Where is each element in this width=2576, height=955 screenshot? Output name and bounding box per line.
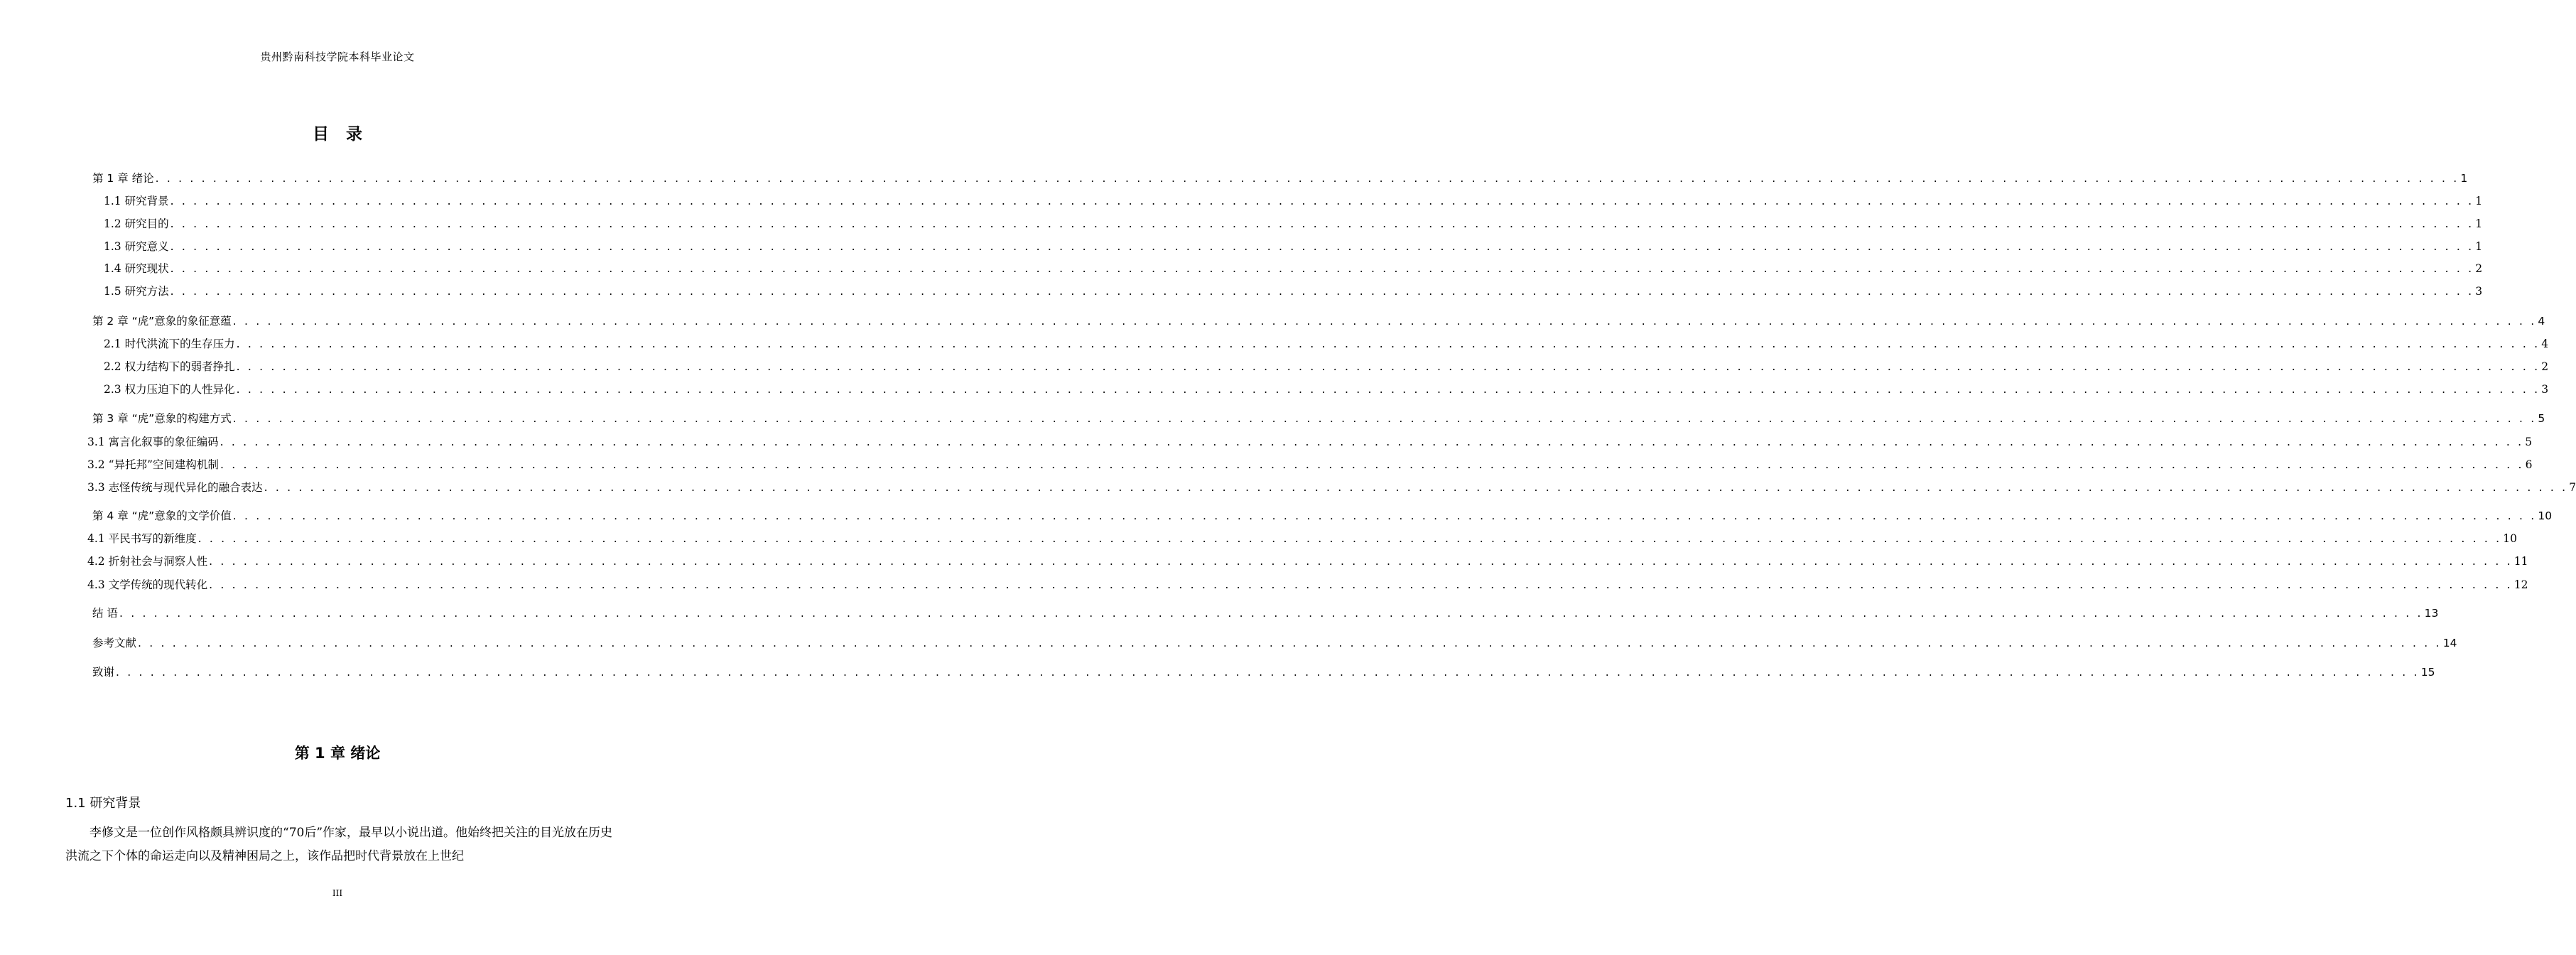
toc-entry-label: 2.2 权力结构下的弱者挣扎 [104,360,235,373]
toc-entry-label: 1.5 研究方法 [104,285,169,298]
toc-entry[interactable] [87,456,2533,473]
toc-leader-dots: . . . . . . . . . . . . . . . . . . . . . . . . . . . . . . . . . . . . . . . . . . . . . . . . . . . . . . . . . . . . . . . . . . . . . . . . . . . . . . . . . . . . . . . . . . . . . . . . . . . . . . . . . . . . . . . . . . . . . . . . . . . . . . . . . . . . . . . . . . . . . . . . . . . . . . . . . . . . . . . . . . . . . . . . . . . . . . . . . . . . . . . . . . . . . . . . . . . . . . . . [209,555,2513,568]
toc-entry[interactable] [104,193,2483,210]
toc-entry[interactable] [87,433,2533,450]
page-number: III [332,888,343,898]
toc-entry-page: 1 [2475,217,2483,230]
toc-leader-dots: . . . . . . . . . . . . . . . . . . . . . . . . . . . . . . . . . . . . . . . . . . . . . . . . . . . . . . . . . . . . . . . . . . . . . . . . . . . . . . . . . . . . . . . . . . . . . . . . . . . . . . . . . . . . . . . . . . . . . . . . . . . . . . . . . . . . . . . . . . . . . . . . . . . . . . . . . . . . . . . . . . . . . . . . . . . . . . . . . . . . . . . . . . . . . . . . . . . . . . . . [236,338,2540,350]
toc-entry-label: 4.3 文学传统的现代转化 [87,578,208,591]
toc-entry-label: 4.2 折射社会与洞察人性 [87,555,208,568]
toc-leader-dots: . . . . . . . . . . . . . . . . . . . . . . . . . . . . . . . . . . . . . . . . . . . . . . . . . . . . . . . . . . . . . . . . . . . . . . . . . . . . . . . . . . . . . . . . . . . . . . . . . . . . . . . . . . . . . . . . . . . . . . . . . . . . . . . . . . . . . . . . . . . . . . . . . . . . . . . . . . . . . . . . . . . . . . . . . . . . . . . . . . . . . . . . . . . . . . . . . . . . . . . . [197,532,2502,545]
toc-entry-label: 结 语 [92,607,118,620]
toc-entry-page: 2 [2541,360,2549,373]
toc-entry[interactable] [104,335,2549,352]
toc-entry[interactable] [92,313,2545,330]
section-heading: 1.1 研究背景 [65,796,141,811]
toc-entry-page: 5 [2525,436,2533,448]
toc-entry-page: 14 [2442,637,2457,649]
toc-leader-dots: . . . . . . . . . . . . . . . . . . . . . . . . . . . . . . . . . . . . . . . . . . . . . . . . . . . . . . . . . . . . . . . . . . . . . . . . . . . . . . . . . . . . . . . . . . . . . . . . . . . . . . . . . . . . . . . . . . . . . . . . . . . . . . . . . . . . . . . . . . . . . . . . . . . . . . . . . . . . . . . . . . . . . . . . . . . . . . . . . . . . . . . . . . . . . . . . . . . . . . . . [116,666,2420,679]
toc-entry[interactable] [87,576,2528,593]
toc-entry[interactable] [92,507,2553,524]
toc-entry[interactable] [92,635,2457,652]
toc-leader-dots: . . . . . . . . . . . . . . . . . . . . . . . . . . . . . . . . . . . . . . . . . . . . . . . . . . . . . . . . . . . . . . . . . . . . . . . . . . . . . . . . . . . . . . . . . . . . . . . . . . . . . . . . . . . . . . . . . . . . . . . . . . . . . . . . . . . . . . . . . . . . . . . . . . . . . . . . . . . . . . . . . . . . . . . . . . . . . . . . . . . . . . . . . . . . . . . . . . . . . . . . [232,509,2537,522]
toc-leader-dots: . . . . . . . . . . . . . . . . . . . . . . . . . . . . . . . . . . . . . . . . . . . . . . . . . . . . . . . . . . . . . . . . . . . . . . . . . . . . . . . . . . . . . . . . . . . . . . . . . . . . . . . . . . . . . . . . . . . . . . . . . . . . . . . . . . . . . . . . . . . . . . . . . . . . . . . . . . . . . . . . . . . . . . . . . . . . . . . . . . . . . . . . . . . . . . . . . . . . . . . . [170,285,2474,298]
toc-entry-label: 2.1 时代洪流下的生存压力 [104,338,235,350]
toc-entry-page: 3 [2475,285,2483,298]
toc-entry-page: 2 [2475,262,2483,275]
toc-entry[interactable] [104,260,2483,277]
toc-leader-dots: . . . . . . . . . . . . . . . . . . . . . . . . . . . . . . . . . . . . . . . . . . . . . . . . . . . . . . . . . . . . . . . . . . . . . . . . . . . . . . . . . . . . . . . . . . . . . . . . . . . . . . . . . . . . . . . . . . . . . . . . . . . . . . . . . . . . . . . . . . . . . . . . . . . . . . . . . . . . . . . . . . . . . . . . . . . . . . . . . . . . . . . . . . . . . . . . . . . . . . . . [170,262,2474,275]
toc-title-right: 录 [346,125,362,144]
toc-entry-page: 11 [2513,555,2528,568]
running-header: 贵州黔南科技学院本科毕业论文 [260,50,415,63]
toc-leader-dots: . . . . . . . . . . . . . . . . . . . . . . . . . . . . . . . . . . . . . . . . . . . . . . . . . . . . . . . . . . . . . . . . . . . . . . . . . . . . . . . . . . . . . . . . . . . . . . . . . . . . . . . . . . . . . . . . . . . . . . . . . . . . . . . . . . . . . . . . . . . . . . . . . . . . . . . . . . . . . . . . . . . . . . . . . . . . . . . . . . . . . . . . . . . . . . . . . . . . . . . . [220,436,2524,448]
toc-entry-label: 3.1 寓言化叙事的象征编码 [87,436,219,448]
toc-entry-page: 1 [2460,172,2468,185]
toc-entry-label: 参考文献 [92,637,137,649]
toc-leader-dots: . . . . . . . . . . . . . . . . . . . . . . . . . . . . . . . . . . . . . . . . . . . . . . . . . . . . . . . . . . . . . . . . . . . . . . . . . . . . . . . . . . . . . . . . . . . . . . . . . . . . . . . . . . . . . . . . . . . . . . . . . . . . . . . . . . . . . . . . . . . . . . . . . . . . . . . . . . . . . . . . . . . . . . . . . . . . . . . . . . . . . . . . . . . . . . . . . . . . . . . . [232,315,2537,328]
toc-leader-dots: . . . . . . . . . . . . . . . . . . . . . . . . . . . . . . . . . . . . . . . . . . . . . . . . . . . . . . . . . . . . . . . . . . . . . . . . . . . . . . . . . . . . . . . . . . . . . . . . . . . . . . . . . . . . . . . . . . . . . . . . . . . . . . . . . . . . . . . . . . . . . . . . . . . . . . . . . . . . . . . . . . . . . . . . . . . . . . . . . . . . . . . . . . . . . . . . . . . . . . . . [232,412,2537,425]
toc-entry[interactable] [87,530,2517,547]
toc-leader-dots: . . . . . . . . . . . . . . . . . . . . . . . . . . . . . . . . . . . . . . . . . . . . . . . . . . . . . . . . . . . . . . . . . . . . . . . . . . . . . . . . . . . . . . . . . . . . . . . . . . . . . . . . . . . . . . . . . . . . . . . . . . . . . . . . . . . . . . . . . . . . . . . . . . . . . . . . . . . . . . . . . . . . . . . . . . . . . . . . . . . . . . . . . . . . . . . . . . . . . . . . [236,360,2540,373]
toc-entry-label: 1.4 研究现状 [104,262,169,275]
body-paragraph: 李修文是一位创作风格颇具辨识度的“70后”作家，最早以小说出道。他始终把关注的目光放在历史洪流之下个体的命运走向以及精神困局之上，该作品把时代背景放在上世纪 [65,826,613,863]
toc-leader-dots: . . . . . . . . . . . . . . . . . . . . . . . . . . . . . . . . . . . . . . . . . . . . . . . . . . . . . . . . . . . . . . . . . . . . . . . . . . . . . . . . . . . . . . . . . . . . . . . . . . . . . . . . . . . . . . . . . . . . . . . . . . . . . . . . . . . . . . . . . . . . . . . . . . . . . . . . . . . . . . . . . . . . . . . . . . . . . . . . . . . . . . . . . . . . . . . . . . . . . . . . [138,637,2442,649]
toc-entry[interactable] [104,238,2483,255]
toc-entry-page: 10 [2503,532,2517,545]
toc-entry-page: 1 [2475,240,2483,253]
toc-entry[interactable] [104,215,2483,232]
toc-entry-label: 4.1 平民书写的新维度 [87,532,197,545]
toc-entry[interactable] [104,358,2549,375]
toc-leader-dots: . . . . . . . . . . . . . . . . . . . . . . . . . . . . . . . . . . . . . . . . . . . . . . . . . . . . . . . . . . . . . . . . . . . . . . . . . . . . . . . . . . . . . . . . . . . . . . . . . . . . . . . . . . . . . . . . . . . . . . . . . . . . . . . . . . . . . . . . . . . . . . . . . . . . . . . . . . . . . . . . . . . . . . . . . . . . . . . . . . . . . . . . . . . . . . . . . . . . . . . . [170,240,2474,253]
toc-entry[interactable] [87,479,2576,496]
toc-entry-label: 致谢 [92,666,115,679]
toc-entry-label: 第 1 章 绪论 [92,172,154,185]
toc-leader-dots: . . . . . . . . . . . . . . . . . . . . . . . . . . . . . . . . . . . . . . . . . . . . . . . . . . . . . . . . . . . . . . . . . . . . . . . . . . . . . . . . . . . . . . . . . . . . . . . . . . . . . . . . . . . . . . . . . . . . . . . . . . . . . . . . . . . . . . . . . . . . . . . . . . . . . . . . . . . . . . . . . . . . . . . . . . . . . . . . . . . . . . . . . . . . . . . . . . . . . . . . [119,607,2423,620]
toc-entry-label: 2.3 权力压迫下的人性异化 [104,383,235,396]
toc-title-left: 目 [313,125,329,144]
toc-entry[interactable] [87,553,2528,570]
toc-entry-label: 3.2 “异托邦”空间建构机制 [87,458,219,471]
toc-entry-page: 6 [2525,458,2533,471]
chapter-heading: 第 1 章 绪论 [294,745,381,762]
toc-entry[interactable] [104,381,2549,398]
toc-entry-page: 1 [2475,195,2483,207]
toc-entry-label: 1.3 研究意义 [104,240,169,253]
toc-leader-dots: . . . . . . . . . . . . . . . . . . . . . . . . . . . . . . . . . . . . . . . . . . . . . . . . . . . . . . . . . . . . . . . . . . . . . . . . . . . . . . . . . . . . . . . . . . . . . . . . . . . . . . . . . . . . . . . . . . . . . . . . . . . . . . . . . . . . . . . . . . . . . . . . . . . . . . . . . . . . . . . . . . . . . . . . . . . . . . . . . . . . . . . . . . . . . . . . . . . . . . . . [170,195,2474,207]
toc-entry-page: 12 [2513,578,2528,591]
toc-entry-label: 1.2 研究目的 [104,217,169,230]
toc-leader-dots: . . . . . . . . . . . . . . . . . . . . . . . . . . . . . . . . . . . . . . . . . . . . . . . . . . . . . . . . . . . . . . . . . . . . . . . . . . . . . . . . . . . . . . . . . . . . . . . . . . . . . . . . . . . . . . . . . . . . . . . . . . . . . . . . . . . . . . . . . . . . . . . . . . . . . . . . . . . . . . . . . . . . . . . . . . . . . . . . . . . . . . . . . . . . . . . . . . . . . . . . [155,172,2459,185]
toc-entry-label: 第 2 章 “虎”意象的象征意蕴 [92,315,232,328]
toc-entry-label: 1.1 研究背景 [104,195,169,207]
toc-leader-dots: . . . . . . . . . . . . . . . . . . . . . . . . . . . . . . . . . . . . . . . . . . . . . . . . . . . . . . . . . . . . . . . . . . . . . . . . . . . . . . . . . . . . . . . . . . . . . . . . . . . . . . . . . . . . . . . . . . . . . . . . . . . . . . . . . . . . . . . . . . . . . . . . . . . . . . . . . . . . . . . . . . . . . . . . . . . . . . . . . . . . . . . . . . . . . . . . . . . . . . . . [209,578,2513,591]
toc-entry-page: 13 [2424,607,2439,620]
toc-entry[interactable] [92,664,2435,681]
toc-entry[interactable] [92,170,2468,187]
toc-entry-label: 第 3 章 “虎”意象的构建方式 [92,412,232,425]
toc-entry-page: 4 [2538,315,2545,328]
toc-leader-dots: . . . . . . . . . . . . . . . . . . . . . . . . . . . . . . . . . . . . . . . . . . . . . . . . . . . . . . . . . . . . . . . . . . . . . . . . . . . . . . . . . . . . . . . . . . . . . . . . . . . . . . . . . . . . . . . . . . . . . . . . . . . . . . . . . . . . . . . . . . . . . . . . . . . . . . . . . . . . . . . . . . . . . . . . . . . . . . . . . . . . . . . . . . . . . . . . . . . . . . . . [170,217,2474,230]
toc-entry[interactable] [104,283,2483,300]
toc-entry-page: 7 [2569,481,2576,494]
toc-leader-dots: . . . . . . . . . . . . . . . . . . . . . . . . . . . . . . . . . . . . . . . . . . . . . . . . . . . . . . . . . . . . . . . . . . . . . . . . . . . . . . . . . . . . . . . . . . . . . . . . . . . . . . . . . . . . . . . . . . . . . . . . . . . . . . . . . . . . . . . . . . . . . . . . . . . . . . . . . . . . . . . . . . . . . . . . . . . . . . . . . . . . . . . . . . . . . . . . . . . . . . . . [236,383,2540,396]
toc-entry[interactable] [92,605,2439,622]
toc-entry-page: 10 [2538,509,2553,522]
toc-leader-dots: . . . . . . . . . . . . . . . . . . . . . . . . . . . . . . . . . . . . . . . . . . . . . . . . . . . . . . . . . . . . . . . . . . . . . . . . . . . . . . . . . . . . . . . . . . . . . . . . . . . . . . . . . . . . . . . . . . . . . . . . . . . . . . . . . . . . . . . . . . . . . . . . . . . . . . . . . . . . . . . . . . . . . . . . . . . . . . . . . . . . . . . . . . . . . . . . . . . . . . . . [264,481,2568,494]
toc-entry-page: 5 [2538,412,2545,425]
toc-leader-dots: . . . . . . . . . . . . . . . . . . . . . . . . . . . . . . . . . . . . . . . . . . . . . . . . . . . . . . . . . . . . . . . . . . . . . . . . . . . . . . . . . . . . . . . . . . . . . . . . . . . . . . . . . . . . . . . . . . . . . . . . . . . . . . . . . . . . . . . . . . . . . . . . . . . . . . . . . . . . . . . . . . . . . . . . . . . . . . . . . . . . . . . . . . . . . . . . . . . . . . . . [220,458,2524,471]
toc-entry-label: 3.3 志怪传统与现代异化的融合表达 [87,481,263,494]
toc-entry-page: 4 [2541,338,2549,350]
toc-entry[interactable] [92,410,2545,427]
toc-entry-page: 15 [2420,666,2435,679]
toc-entry-page: 3 [2541,383,2549,396]
toc-entry-label: 第 4 章 “虎”意象的文学价值 [92,509,232,522]
